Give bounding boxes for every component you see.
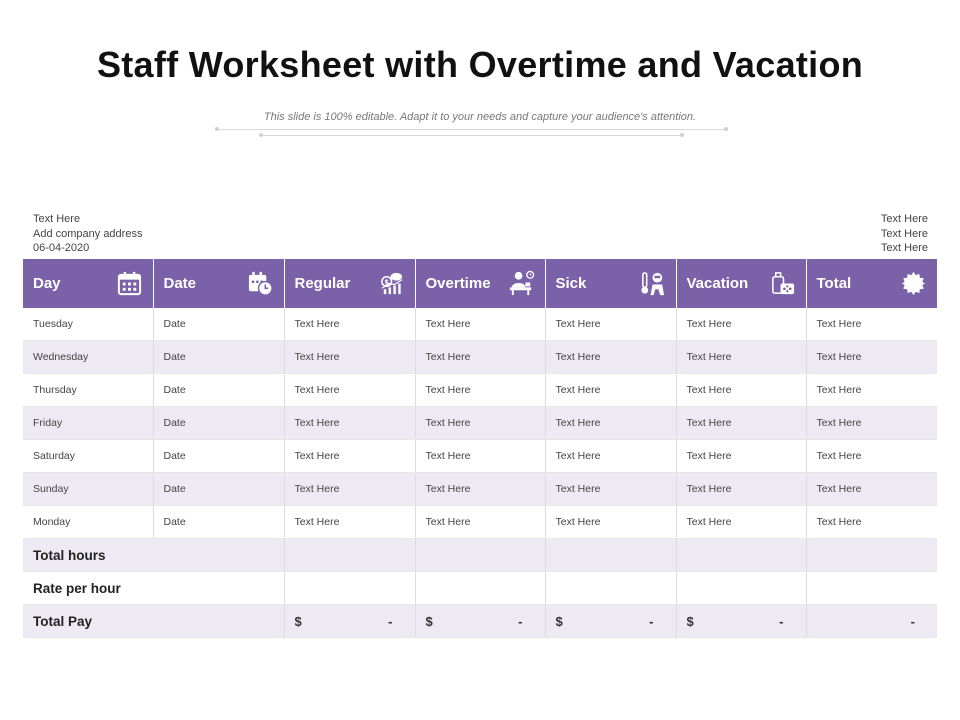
- vacation-cell: Text Here: [676, 308, 806, 341]
- right-info-line: Text Here: [880, 242, 928, 254]
- pay-cell-vacation: [676, 605, 806, 638]
- luggage-icon: [769, 270, 796, 297]
- date-cell: Date: [153, 506, 284, 539]
- header-row: [23, 259, 937, 308]
- column-header-date: [153, 259, 284, 308]
- regular-cell: Text Here: [284, 341, 415, 374]
- right-info-line: Text Here: [880, 227, 928, 240]
- total-pay-label: Total Pay: [23, 605, 284, 638]
- day-cell: Wednesday: [23, 341, 153, 374]
- table-row: [23, 473, 937, 506]
- divider-dot: [259, 133, 263, 137]
- day-cell: Sunday: [23, 473, 153, 506]
- sick-cell: Text Here: [545, 506, 676, 539]
- pay-cell-regular: [284, 605, 415, 638]
- table-row: [23, 440, 937, 473]
- calendar-icon: [116, 270, 143, 297]
- column-header-overtime: [415, 259, 545, 308]
- overtime-cell: Text Here: [415, 374, 545, 407]
- total-pay-row: [23, 605, 937, 638]
- subtitle-divider-top: [217, 129, 726, 130]
- overtime-cell: Text Here: [415, 341, 545, 374]
- pay-amount: -: [910, 613, 915, 629]
- divider-dot: [724, 127, 728, 131]
- date-cell: Date: [153, 341, 284, 374]
- worker-desk-icon: [508, 270, 535, 297]
- total-cell: Text Here: [806, 473, 937, 506]
- sick-person-thermometer-icon: [639, 270, 666, 297]
- overtime-cell: Text Here: [415, 440, 545, 473]
- company-address: Add company address: [33, 227, 143, 240]
- day-cell: Thursday: [23, 374, 153, 407]
- rate-per-hour-label: Rate per hour: [23, 572, 284, 605]
- regular-cell: Text Here: [284, 407, 415, 440]
- sick-cell: Text Here: [545, 407, 676, 440]
- column-header-sick: [545, 259, 676, 308]
- subtitle-divider-bottom: [261, 135, 682, 136]
- table-row: [23, 374, 937, 407]
- pay-cell-overtime: [415, 605, 545, 638]
- regular-cell: Text Here: [284, 473, 415, 506]
- vacation-cell: Text Here: [676, 341, 806, 374]
- table-row: [23, 341, 937, 374]
- regular-cell: Text Here: [284, 506, 415, 539]
- day-cell: Tuesday: [23, 308, 153, 341]
- regular-cell: Text Here: [284, 308, 415, 341]
- date-cell: Date: [153, 374, 284, 407]
- right-info: [881, 212, 928, 256]
- total-cell: Text Here: [806, 506, 937, 539]
- right-info-line: Text Here: [880, 213, 928, 225]
- vacation-cell: Text Here: [676, 440, 806, 473]
- column-header-label: Regular: [294, 275, 351, 292]
- pay-amount: -: [649, 613, 654, 629]
- page-title: Staff Worksheet with Overtime and Vacation: [96, 44, 864, 85]
- sick-cell: Text Here: [545, 440, 676, 473]
- currency-symbol: $: [294, 613, 302, 629]
- divider-dot: [680, 133, 684, 137]
- worksheet-table: [23, 259, 937, 638]
- total-hours-label: Total hours: [23, 539, 284, 572]
- company-name: Text Here: [33, 213, 81, 225]
- total-hours-row: [23, 539, 937, 572]
- overtime-cell: Text Here: [415, 308, 545, 341]
- company-info: [33, 212, 142, 256]
- badge-seal-icon: [900, 270, 927, 297]
- summary-cell: [415, 539, 545, 572]
- sick-cell: Text Here: [545, 374, 676, 407]
- total-cell: Text Here: [806, 308, 937, 341]
- overtime-cell: Text Here: [415, 506, 545, 539]
- date-cell: Date: [153, 473, 284, 506]
- pay-amount: -: [518, 613, 523, 629]
- date-cell: Date: [153, 407, 284, 440]
- table-row: [23, 308, 937, 341]
- divider-dot: [215, 127, 219, 131]
- column-header-label: Date: [163, 275, 197, 292]
- currency-symbol: $: [555, 613, 563, 629]
- regular-cell: Text Here: [284, 374, 415, 407]
- column-header-label: Vacation: [686, 275, 749, 292]
- summary-cell: [545, 539, 676, 572]
- vacation-cell: Text Here: [676, 473, 806, 506]
- summary-cell: [676, 539, 806, 572]
- column-header-label: Total: [816, 275, 852, 292]
- summary-cell: [415, 572, 545, 605]
- summary-cell: [676, 572, 806, 605]
- column-header-total: [806, 259, 937, 308]
- regular-cell: Text Here: [284, 440, 415, 473]
- rate-per-hour-row: [23, 572, 937, 605]
- column-header-label: Sick: [555, 275, 587, 292]
- vacation-cell: Text Here: [676, 506, 806, 539]
- date-cell: Date: [153, 440, 284, 473]
- overtime-cell: Text Here: [415, 407, 545, 440]
- company-date: 06-04-2020: [33, 242, 90, 254]
- total-cell: Text Here: [806, 341, 937, 374]
- date-cell: Date: [153, 308, 284, 341]
- pay-amount: -: [388, 613, 393, 629]
- table-row: [23, 407, 937, 440]
- sick-cell: Text Here: [545, 341, 676, 374]
- column-header-label: Overtime: [425, 275, 491, 292]
- summary-cell: [806, 539, 937, 572]
- vacation-cell: Text Here: [676, 374, 806, 407]
- total-cell: Text Here: [806, 440, 937, 473]
- day-cell: Friday: [23, 407, 153, 440]
- subtitle: This slide is 100% editable. Adapt it to your needs and capture your audience's attention.: [263, 111, 697, 123]
- sick-cell: Text Here: [545, 473, 676, 506]
- svg-text:$: $: [383, 278, 389, 287]
- table-row: [23, 506, 937, 539]
- money-chart-icon: [378, 270, 405, 297]
- day-cell: Saturday: [23, 440, 153, 473]
- currency-symbol: $: [686, 613, 694, 629]
- calendar-clock-icon: [247, 270, 274, 297]
- summary-cell: [545, 572, 676, 605]
- total-cell: Text Here: [806, 407, 937, 440]
- column-header-regular: [284, 259, 415, 308]
- pay-cell-total: [806, 605, 937, 638]
- column-header-day: [23, 259, 153, 308]
- summary-cell: [284, 539, 415, 572]
- column-header-label: Day: [33, 275, 61, 292]
- currency-symbol: $: [425, 613, 433, 629]
- summary-cell: [806, 572, 937, 605]
- pay-cell-sick: [545, 605, 676, 638]
- vacation-cell: Text Here: [676, 407, 806, 440]
- column-header-vacation: [676, 259, 806, 308]
- summary-cell: [284, 572, 415, 605]
- day-cell: Monday: [23, 506, 153, 539]
- overtime-cell: Text Here: [415, 473, 545, 506]
- pay-amount: -: [779, 613, 784, 629]
- total-cell: Text Here: [806, 374, 937, 407]
- sick-cell: Text Here: [545, 308, 676, 341]
